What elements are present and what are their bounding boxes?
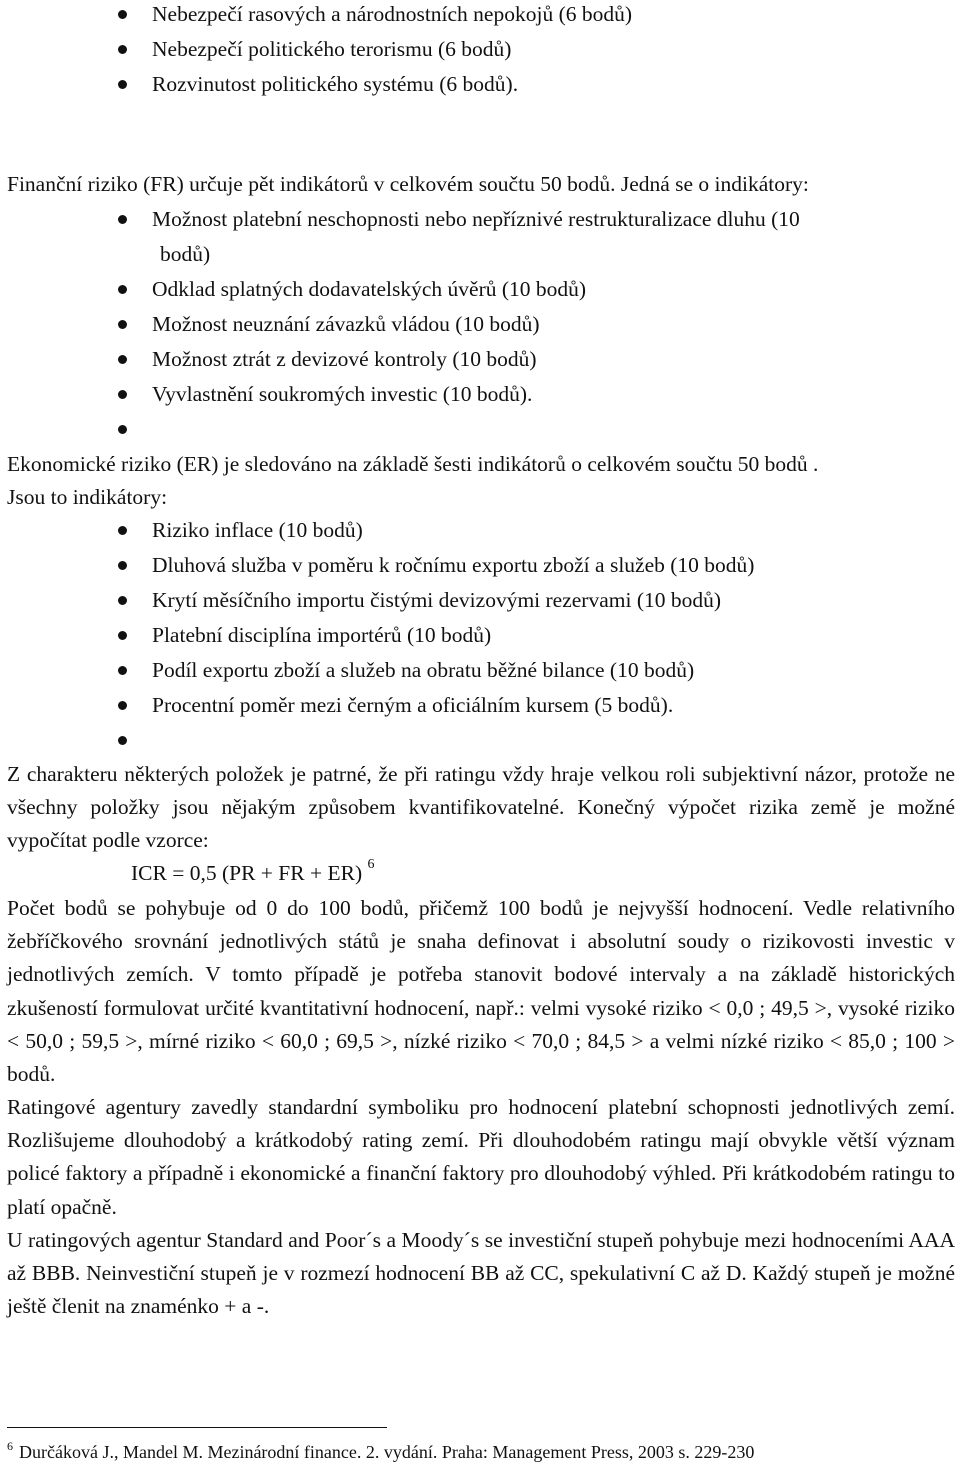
- paragraph-grades: U ratingových agentur Standard and Poor´s a Moody´s se investiční stupeň pohybuje mezi hodnoceními AAA až BBB. Neinvestiční stupeň je v rozmezí hodnocení BB až CC, spekulativní C až D. Každý stupeň je možné ještě členit na znaménko + a -.: [7, 1228, 955, 1319]
- economic-risk-intro-cont: Jsou to indikátory:: [7, 485, 168, 509]
- bullet-icon: [118, 320, 127, 329]
- list-item: Možnost ztrát z devizové kontroly (10 bodů): [0, 346, 960, 381]
- list-item: Možnost neuznání závazků vládou (10 bodů): [0, 311, 960, 346]
- footnote-separator: [7, 1427, 387, 1428]
- list-item: Odklad splatných dodavatelských úvěrů (10 bodů): [0, 276, 960, 311]
- bullet-icon: [118, 285, 127, 294]
- list-item: Rozvinutost politického systému (6 bodů).: [0, 71, 960, 106]
- footnote: [7, 1441, 754, 1463]
- bullet-icon: [118, 736, 127, 745]
- financial-risk-intro: Finanční riziko (FR) určuje pět indikátorů v celkovém součtu 50 bodů. Jedná se o indikátory:: [7, 172, 809, 196]
- list-item: [0, 727, 960, 762]
- list-item: Platební disciplína importérů (10 bodů): [0, 622, 960, 657]
- paragraph-agencies: Ratingové agentury zavedly standardní symboliku pro hodnocení platební schopnosti jednotlivých zemí. Rozlišujeme dlouhodobý a krátkodobý rating zemí. Při dlouhodobém ratingu mají obvykle větší význam policé faktory a případně i ekonomické a finanční faktory pro dlouhodobý výhled. Při krátkodobém ratingu to platí opačně.: [7, 1095, 955, 1219]
- footnote-reference: 6: [367, 857, 375, 872]
- bullet-icon: [118, 596, 127, 605]
- bullet-icon: [118, 425, 127, 434]
- footnote-number: 6: [7, 1439, 13, 1453]
- list-item: Dluhová služba v poměru k ročnímu exportu zboží a služeb (10 bodů): [0, 552, 960, 587]
- bullet-icon: [118, 666, 127, 675]
- economic-risk-list: [0, 517, 960, 762]
- paragraph-points: Počet bodů se pohybuje od 0 do 100 bodů, přičemž 100 bodů je nejvyšší hodnocení. Vedle relativního žebříčkového srovnání jednotlivých států je snaha definovat i absolutní soudy o rizikovosti investic v jednotlivých zemích. V tomto případě je potřeba stanovit bodové intervaly a na základě historických zkušeností formulovat určité kvantitativní hodnocení, např.: velmi vysoké riziko < 0,0 ; 49,5 >, vysoké riziko < 50,0 ; 59,5 >, mírné riziko < 60,0 ; 69,5 >, nízké riziko < 70,0 ; 84,5 > a velmi nízké riziko < 85,0 ; 100 > bodů.: [7, 896, 955, 1087]
- list-item: Krytí měsíčního importu čistými devizovými rezervami (10 bodů): [0, 587, 960, 622]
- list-item: Riziko inflace (10 bodů): [0, 517, 960, 552]
- political-risk-list: [0, 1, 960, 106]
- bullet-icon: [118, 701, 127, 710]
- list-item: Nebezpečí politického terorismu (6 bodů): [0, 36, 960, 71]
- list-item: [0, 416, 960, 451]
- bullet-icon: [118, 631, 127, 640]
- bullet-icon: [118, 526, 127, 535]
- bullet-icon: [118, 561, 127, 570]
- list-item: Vyvlastnění soukromých investic (10 bodů).: [0, 381, 960, 416]
- bullet-icon: [118, 355, 127, 364]
- list-item: Podíl exportu zboží a služeb na obratu běžné bilance (10 bodů): [0, 657, 960, 692]
- list-item: Nebezpečí rasových a národnostních nepokojů (6 bodů): [0, 1, 960, 36]
- icr-formula: [131, 857, 375, 886]
- footnote-text: Durčáková J., Mandel M. Mezinárodní finance. 2. vydání. Praha: Management Press, 2003 s. 229-230: [19, 1442, 755, 1462]
- paragraph-subjective: Z charakteru některých položek je patrné, že při ratingu vždy hraje velkou roli subjektivní názor, protože ne všechny položky jsou nějakým způsobem kvantifikovatelné. Konečný výpočet rizika země je možné vypočítat podle vzorce:: [7, 762, 955, 853]
- formula-text: ICR = 0,5 (PR + FR + ER): [131, 861, 363, 885]
- bullet-icon: [118, 215, 127, 224]
- financial-risk-list: [0, 206, 960, 451]
- bullet-icon: [118, 10, 127, 19]
- bullet-icon: [118, 45, 127, 54]
- list-item: Procentní poměr mezi černým a oficiálním kursem (5 bodů).: [0, 692, 960, 727]
- economic-risk-intro: Ekonomické riziko (ER) je sledováno na základě šesti indikátorů o celkovém součtu 50 bodů .: [7, 452, 819, 476]
- bullet-icon: [118, 80, 127, 89]
- bullet-icon: [118, 390, 127, 399]
- list-item: Možnost platební neschopnosti nebo nepříznivé restrukturalizace dluhu (10 bodů): [0, 206, 960, 276]
